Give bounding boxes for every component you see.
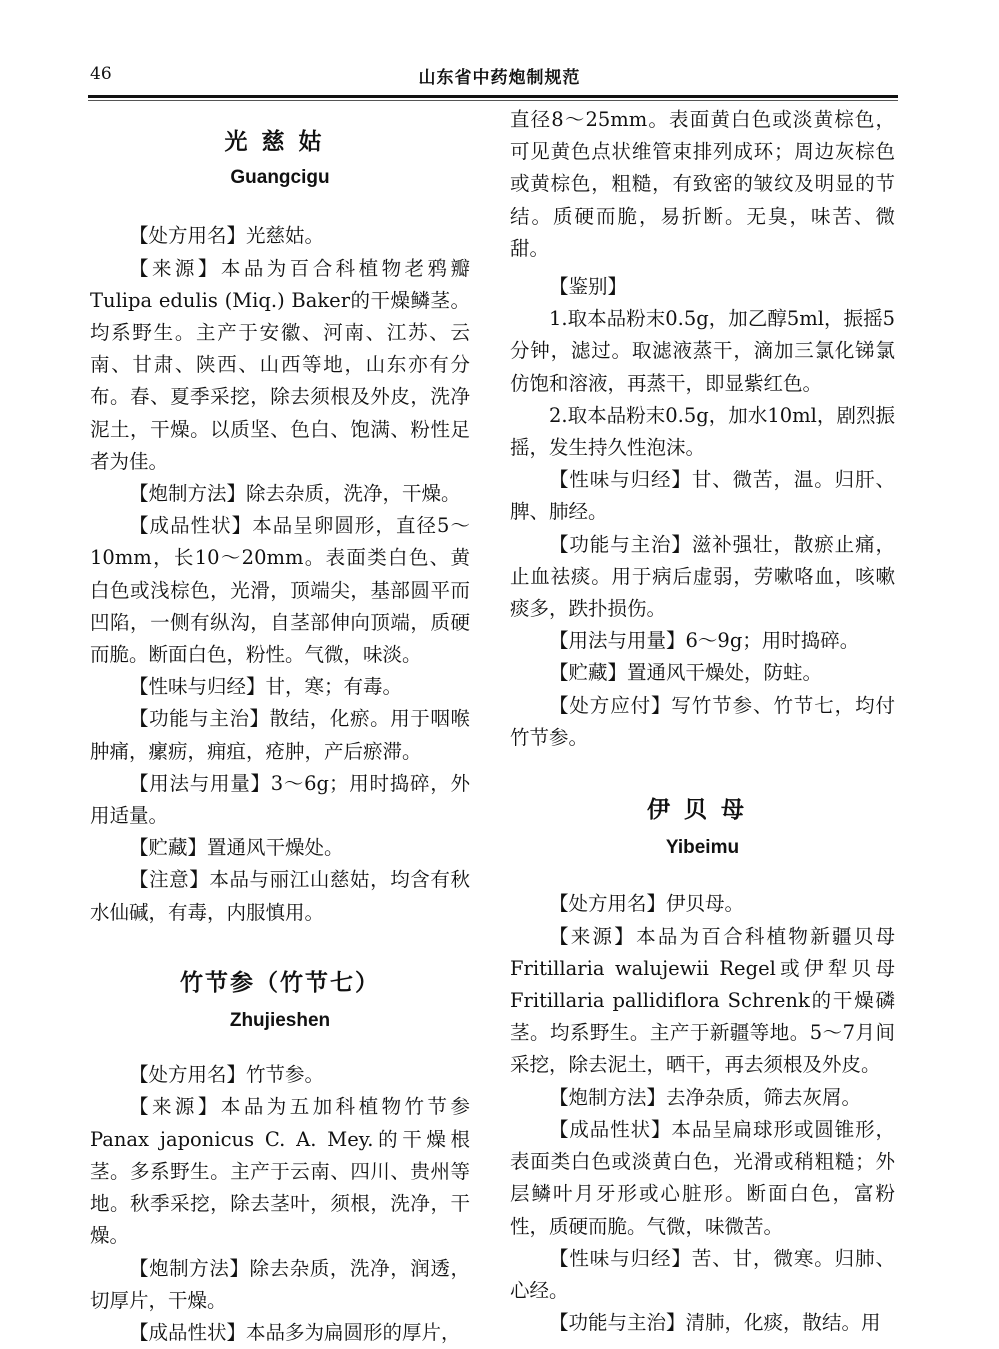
paragraph: 【来源】本品为百合科植物新疆贝母Fritillaria walujewii Regel或伊犁贝母Fritillaria pallidiflora Schrenk的干燥磷茎。均系野生。主产于新疆等地。5～7月间采挖，除去泥土，晒干，再去须根及外皮。 (510, 924, 895, 1077)
running-title: 山东省中药炮制规范 (418, 68, 581, 88)
paragraph: 【功能与主治】清肺，化痰，散结。用 (549, 1311, 881, 1335)
paragraph: 【功能与主治】散结，化瘀。用于咽喉肿痛，瘰疬，痈疽，疮肿，产后瘀滞。 (90, 707, 470, 763)
paragraph: 【炮制方法】去净杂质，筛去灰屑。 (549, 1085, 862, 1109)
paragraph: 【炮制方法】除去杂质，洗净，干燥。 (129, 482, 461, 506)
paragraph: 【功能与主治】滋补强壮，散瘀止痛，止血祛痰。用于病后虚弱，劳嗽咯血，咳嗽痰多，跌扑损伤。 (510, 532, 895, 621)
right-column (510, 98, 895, 1339)
paragraph: 【来源】本品为百合科植物老鸦瓣Tulipa edulis (Miq.) Baker的干燥鳞茎。均系野生。主产于安徽、河南、江苏、云南、甘肃、陕西、山西等地，山东亦有分布。春、夏季采挖，除去须根及外皮，洗净泥土，干燥。以质坚、色白、饱满、粉性足者为佳。 (90, 256, 470, 473)
paragraph: 【成品性状】本品多为扁圆形的厚片， (129, 1320, 461, 1344)
left-column (90, 98, 470, 1349)
paragraph: 1.取本品粉末0.5g，加乙醇5ml，振摇5分钟，滤过。取滤液蒸干，滴加三氯化锑氯仿饱和溶液，再蒸干，即显紫红色。 (510, 307, 895, 395)
paragraph: 【贮藏】置通风干燥处。 (129, 836, 344, 860)
section-pinyin-yibeimu: Yibeimu (665, 837, 740, 859)
paragraph: 【性味与归经】甘，寒；有毒。 (129, 675, 403, 699)
paragraph: 【注意】本品与丽江山慈姑，均含有秋水仙碱，有毒，内服慎用。 (90, 868, 470, 924)
paragraph: 【用法与用量】3～6g；用时捣碎，外用适量。 (90, 771, 470, 828)
section-title-yibeimu: 伊贝母 (647, 796, 758, 824)
section-title-zhujieshen: 竹节参（竹节七） (180, 968, 380, 996)
paragraph: 【成品性状】本品呈扁球形或圆锥形，表面类白色或淡黄白色，光滑或稍粗糙；外层鳞叶月牙形或心脏形。断面白色，富粉性，质硬而脆。气微，味微苦。 (510, 1117, 895, 1238)
paragraph: 【用法与用量】6～9g；用时捣碎。 (549, 629, 860, 653)
paragraph: 【贮藏】置通风干燥处，防蛀。 (549, 661, 823, 685)
section-pinyin-zhujieshen: Zhujieshen (229, 1010, 331, 1032)
page-header (0, 0, 999, 100)
page-number: 46 (90, 64, 112, 84)
paragraph: 【性味与归经】甘、微苦，温。归肝、脾、肺经。 (510, 468, 895, 524)
paragraph: 【炮制方法】除去杂质，洗净，润透，切厚片，干燥。 (90, 1256, 470, 1312)
paragraph: 【处方用名】竹节参。 (129, 1063, 325, 1087)
paragraph: 【处方应付】写竹节参、竹节七，均付竹节参。 (510, 693, 895, 749)
paragraph-continuation: 直径8～25mm。表面黄白色或淡黄棕色，可见黄色点状维管束排列成环；周边灰棕色或黄棕色，粗糙，有致密的皱纹及明显的节结。质硬而脆，易折断。无臭，味苦、微甜。 (510, 108, 895, 260)
paragraph: 【鉴别】 (549, 275, 628, 299)
section-pinyin-guangcigu: Guangcigu (230, 167, 330, 189)
paragraph: 【处方用名】光慈姑。 (129, 224, 325, 248)
section-title-guangcigu: 光慈姑 (224, 128, 336, 155)
paragraph: 【成品性状】本品呈卵圆形，直径5～10mm，长10～20mm。表面类白色、黄白色或浅棕色，光滑，顶端尖，基部圆平而凹陷，一侧有纵沟，自茎部伸向顶端，质硬而脆。断面白色，粉性。气微，味淡。 (90, 514, 470, 667)
paragraph: 2.取本品粉末0.5g，加水10ml，剧烈振摇，发生持久性泡沫。 (510, 403, 895, 460)
paragraph: 【处方用名】伊贝母。 (549, 892, 745, 916)
paragraph: 【来源】本品为五加科植物竹节参Panax japonicus C. A. Mey.的干燥根茎。多系野生。主产于云南、四川、贵州等地。秋季采挖，除去茎叶，须根，洗净，干燥。 (90, 1095, 470, 1248)
paragraph: 【性味与归经】苦、甘，微寒。归肺、心经。 (510, 1246, 895, 1302)
